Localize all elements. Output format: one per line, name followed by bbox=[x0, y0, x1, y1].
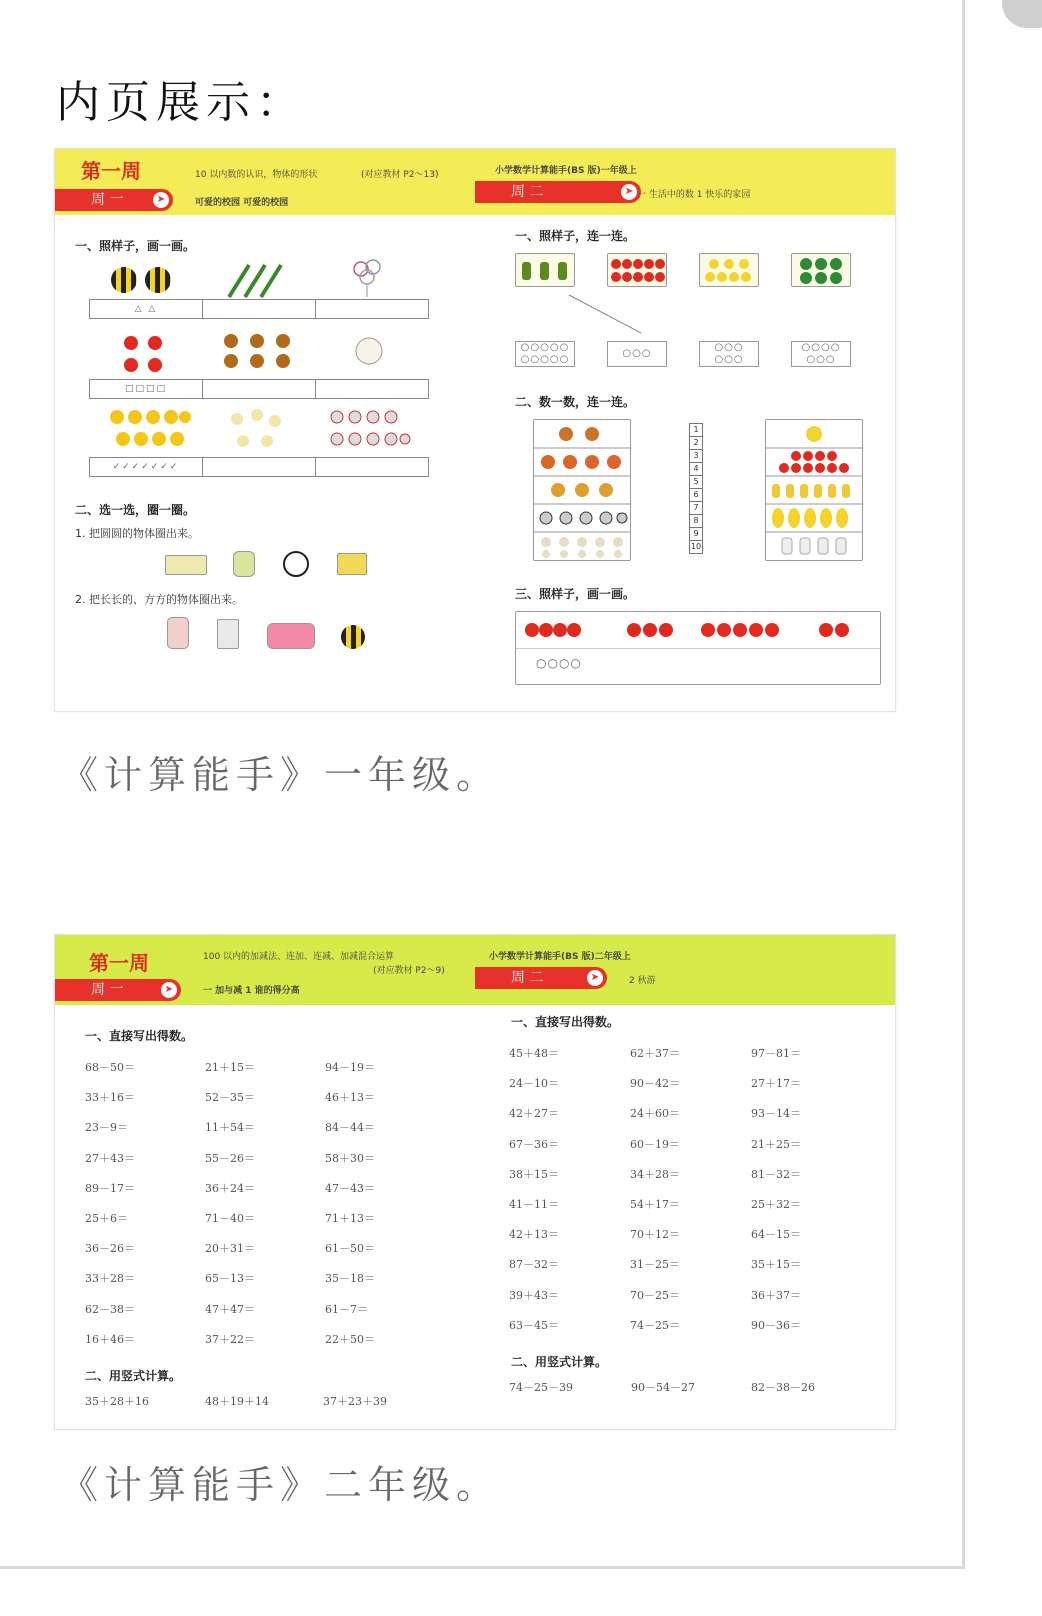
equation-item: 89－17＝ bbox=[85, 1181, 135, 1195]
vertical-equation: 74－25－39 bbox=[509, 1381, 573, 1394]
pencils-picture bbox=[225, 261, 289, 301]
equation-item: 47－43＝ bbox=[325, 1181, 375, 1195]
lesson-left: 可爱的校园 可爱的校园 bbox=[195, 198, 289, 208]
equation-item: 42＋27＝ bbox=[509, 1107, 559, 1121]
pears-picture bbox=[699, 253, 759, 287]
equation-item: 23－9＝ bbox=[85, 1121, 128, 1135]
answer-row-2: □□□□ bbox=[89, 379, 429, 399]
can-picture bbox=[233, 551, 255, 577]
carton-picture bbox=[217, 619, 239, 649]
equation-item: 27＋17＝ bbox=[751, 1077, 801, 1091]
lesson-right: 一 生活中的数 1 快乐的家园 bbox=[637, 190, 751, 200]
draw-box bbox=[515, 611, 881, 685]
equation-item: 24＋60＝ bbox=[630, 1107, 680, 1121]
section-connect: 一、照样子，连一连。 bbox=[515, 229, 636, 243]
ball-picture bbox=[341, 625, 365, 649]
tin-picture bbox=[167, 617, 189, 649]
soccer-ball-picture bbox=[283, 551, 309, 577]
section-draw-right: 三、照样子，画一画。 bbox=[515, 587, 636, 601]
section-vertical-right: 二、用竖式计算。 bbox=[511, 1355, 608, 1369]
equation-item: 63－45＝ bbox=[509, 1318, 559, 1332]
balloons-picture bbox=[351, 259, 385, 299]
equation-item: 47＋47＝ bbox=[205, 1302, 255, 1316]
section-count: 二、数一数，连一连。 bbox=[515, 395, 636, 409]
question-2: 2. 把长长的、方方的物体圈出来。 bbox=[75, 593, 243, 606]
page-heading: 内页展示： bbox=[56, 77, 306, 128]
equation-item: 22＋50＝ bbox=[325, 1332, 375, 1346]
textbook-ref: (对应教材 P2～13) bbox=[361, 170, 439, 180]
arrow-icon: ➤ bbox=[587, 970, 603, 986]
equation-item: 58＋30＝ bbox=[325, 1151, 375, 1165]
equation-item: 34＋28＝ bbox=[630, 1167, 680, 1181]
ovals-box-4: ○○○○ ○○○ bbox=[791, 341, 851, 367]
day-badge-right: 周 二 ➤ bbox=[475, 967, 607, 989]
lesson-left: 一 加与减 1 谁的得分高 bbox=[203, 986, 300, 996]
equation-item: 94－19＝ bbox=[325, 1061, 375, 1074]
vertical-equation: 82－38－26 bbox=[751, 1381, 815, 1394]
ovals-box-2: ○○○ bbox=[607, 341, 667, 367]
fruits-chart bbox=[765, 419, 863, 561]
equation-item: 70＋12＝ bbox=[630, 1228, 680, 1242]
equation-item: 37＋22＝ bbox=[205, 1332, 255, 1346]
equation-item: 68－50＝ bbox=[85, 1061, 135, 1074]
tomatoes-picture bbox=[607, 253, 667, 287]
equation-item: 39＋43＝ bbox=[509, 1288, 559, 1302]
equation-item: 36＋24＝ bbox=[205, 1181, 255, 1195]
ball-picture bbox=[111, 267, 137, 293]
equation-item: 36－26＝ bbox=[85, 1242, 135, 1256]
equation-item: 46＋13＝ bbox=[325, 1091, 375, 1105]
equation-item: 93－14＝ bbox=[751, 1107, 801, 1121]
equation-item: 62＋37＝ bbox=[630, 1047, 680, 1060]
strawberries-picture bbox=[121, 333, 165, 375]
equation-item: 97－81＝ bbox=[751, 1047, 801, 1060]
section-mental-math-left: 一、直接写出得数。 bbox=[85, 1029, 194, 1043]
equation-item: 21＋25＝ bbox=[751, 1137, 801, 1151]
equation-item: 45＋48＝ bbox=[509, 1047, 559, 1060]
vertical-equation: 37＋23＋39 bbox=[323, 1395, 387, 1408]
equation-item: 42＋13＝ bbox=[509, 1228, 559, 1242]
equation-item: 87－32＝ bbox=[509, 1258, 559, 1272]
series-title: 小学数学计算能手(BS 版)一年级上 bbox=[495, 166, 637, 176]
equation-item: 52－35＝ bbox=[205, 1091, 255, 1105]
caption-grade-2: 《计算能手》二年级。 bbox=[60, 1463, 501, 1507]
section-choose: 二、选一选，圈一圈。 bbox=[75, 503, 196, 517]
animals-chart bbox=[533, 419, 631, 561]
equation-item: 61－7＝ bbox=[325, 1302, 368, 1316]
equation-item: 41－11＝ bbox=[509, 1198, 559, 1211]
connect-line bbox=[565, 293, 645, 335]
day-badge-right: 周 二 ➤ bbox=[475, 181, 641, 203]
scrollbar-track[interactable] bbox=[962, 0, 965, 1568]
equation-item: 36＋37＝ bbox=[751, 1288, 801, 1302]
equation-item: 90－42＝ bbox=[630, 1077, 680, 1091]
pineapples-picture bbox=[515, 253, 575, 287]
divider bbox=[0, 1566, 965, 1569]
question-1: 1. 把圆圆的物体圈出来。 bbox=[75, 527, 199, 540]
topic-text: 100 以内的加减法、连加、连减、加减混合运算 bbox=[203, 952, 395, 962]
equation-item: 25＋32＝ bbox=[751, 1198, 801, 1211]
cube-picture bbox=[337, 553, 367, 575]
caption-grade-1: 《计算能手》一年级。 bbox=[60, 753, 501, 797]
vertical-equation: 48＋19＋14 bbox=[205, 1395, 269, 1408]
topic-text: 10 以内数的认识，物体的形状 bbox=[195, 170, 318, 180]
equation-item: 90－36＝ bbox=[751, 1318, 801, 1332]
grade1-page-spread bbox=[54, 148, 896, 712]
week-title: 第一周 bbox=[89, 951, 149, 975]
equation-item: 71－40＝ bbox=[205, 1212, 255, 1225]
vertical-equation: 90－54－27 bbox=[631, 1381, 695, 1394]
arrow-icon: ➤ bbox=[621, 184, 637, 200]
day-badge-left: 周 一 ➤ bbox=[55, 189, 173, 211]
section-draw: 一、照样子，画一画。 bbox=[75, 239, 196, 253]
vertical-equation: 35＋28＋16 bbox=[85, 1395, 149, 1408]
equation-item: 55－26＝ bbox=[205, 1151, 255, 1165]
equation-item: 65－13＝ bbox=[205, 1272, 255, 1286]
equation-item: 35－18＝ bbox=[325, 1272, 375, 1286]
equation-item: 54＋17＝ bbox=[630, 1198, 680, 1211]
equation-item: 31－25＝ bbox=[630, 1258, 680, 1272]
draw-sample: ○○○○ bbox=[536, 656, 582, 670]
equation-item: 64－15＝ bbox=[751, 1228, 801, 1242]
lesson-right: 2 秋游 bbox=[629, 976, 656, 986]
section-mental-math-right: 一、直接写出得数。 bbox=[511, 1015, 620, 1029]
arrow-icon: ➤ bbox=[161, 982, 177, 998]
peach-picture bbox=[353, 335, 385, 367]
equation-item: 21＋15＝ bbox=[205, 1061, 255, 1074]
ducklings-picture bbox=[107, 407, 191, 455]
arrow-icon: ➤ bbox=[153, 192, 169, 208]
equation-item: 81－32＝ bbox=[751, 1167, 801, 1181]
watermelons-picture bbox=[791, 253, 851, 287]
equation-item: 27＋43＝ bbox=[85, 1151, 135, 1165]
equation-item: 84－44＝ bbox=[325, 1121, 375, 1135]
answer-row-1: △ △ bbox=[89, 299, 429, 319]
equation-item: 11＋54＝ bbox=[205, 1121, 255, 1135]
equation-item: 71＋13＝ bbox=[325, 1212, 375, 1225]
tissue-box-picture bbox=[165, 555, 207, 575]
day-badge-left: 周 一 ➤ bbox=[55, 979, 181, 1001]
equation-item: 60－19＝ bbox=[630, 1137, 680, 1151]
equation-item: 16＋46＝ bbox=[85, 1332, 135, 1346]
equation-item: 35＋15＝ bbox=[751, 1258, 801, 1272]
chicks-picture bbox=[225, 407, 289, 455]
ovals-box-1: ○○○○○ ○○○○○ bbox=[515, 341, 575, 367]
answer-row-3: ✓✓✓✓✓✓✓ bbox=[89, 457, 429, 477]
equation-item: 61－50＝ bbox=[325, 1242, 375, 1256]
geese-picture bbox=[327, 407, 411, 455]
equation-item: 67－36＝ bbox=[509, 1137, 559, 1151]
equation-item: 33＋16＝ bbox=[85, 1091, 135, 1105]
ball-picture bbox=[145, 267, 171, 293]
grade2-page-spread bbox=[54, 934, 896, 1430]
equation-item: 74－25＝ bbox=[630, 1318, 680, 1332]
week-title: 第一周 bbox=[81, 159, 141, 183]
scrollbar-thumb[interactable] bbox=[1002, 0, 1042, 28]
apples-row bbox=[524, 620, 864, 640]
textbook-ref: (对应教材 P2～9) bbox=[373, 966, 445, 976]
ovals-box-3: ○○○ ○○○ bbox=[699, 341, 759, 367]
equation-item: 62－38＝ bbox=[85, 1302, 135, 1316]
section-vertical-left: 二、用竖式计算。 bbox=[85, 1369, 182, 1383]
series-title: 小学数学计算能手(BS 版)二年级上 bbox=[489, 952, 631, 962]
equation-item: 20＋31＝ bbox=[205, 1242, 255, 1256]
equation-item: 38＋15＝ bbox=[509, 1167, 559, 1181]
gift-box-picture bbox=[267, 623, 315, 649]
mushrooms-picture bbox=[221, 331, 295, 375]
equation-item: 33＋28＝ bbox=[85, 1272, 135, 1286]
equation-item: 25＋6＝ bbox=[85, 1212, 128, 1225]
number-column: 1 2 3 4 5 6 7 8 9 10 bbox=[689, 423, 703, 554]
equation-item: 70－25＝ bbox=[630, 1288, 680, 1302]
equation-item: 24－10＝ bbox=[509, 1077, 559, 1091]
